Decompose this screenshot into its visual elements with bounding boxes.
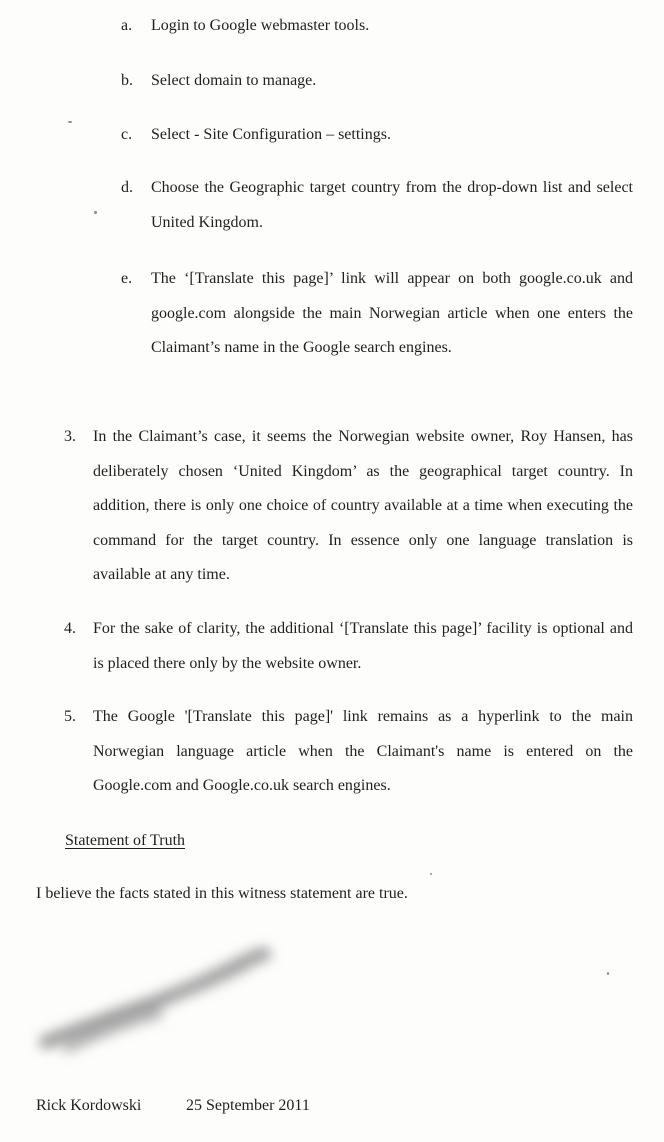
main-item-text-3: In the Claimant’s case, it seems the Norwegian website owner, Roy Hansen, has deliberately chosen ‘United Kingdom’ as the geographical target country. In addition, there is only one choice of country available at a time when executing the command for the target country. In essence only one language translation is available at any time. bbox=[93, 428, 633, 583]
scan-speck bbox=[607, 972, 609, 975]
main-item-text-5: The Google '[Translate this page]' link remains as a hyperlink to the main Norwegian language article when the Claimant's name is entered on the Google.com and Google.co.uk search engines. bbox=[93, 708, 633, 794]
sub-item-text-d: Choose the Geographic target country from the drop-down list and select United Kingdom. bbox=[151, 179, 633, 231]
sub-item-marker-e: e. bbox=[121, 270, 133, 287]
main-item-text-4: For the sake of clarity, the additional ‘[Translate this page]’ facility is optional and is placed there only by the website owner. bbox=[93, 620, 633, 672]
statement-heading: Statement of Truth bbox=[65, 832, 186, 849]
main-item-marker-5: 5. bbox=[64, 708, 76, 725]
sub-item-text-a: Login to Google webmaster tools. bbox=[151, 17, 370, 34]
sub-item-marker-a: a. bbox=[121, 17, 133, 34]
scan-speck bbox=[94, 211, 97, 214]
statement-text: I believe the facts stated in this witness statement are true. bbox=[36, 885, 408, 902]
scan-speck bbox=[430, 873, 432, 875]
sub-item-marker-c: c. bbox=[121, 126, 133, 143]
sub-item-text-c: Select - Site Configuration – settings. bbox=[151, 126, 391, 143]
sub-item-marker-b: b. bbox=[121, 72, 133, 89]
main-item-marker-4: 4. bbox=[64, 620, 76, 637]
signatory-date: 25 September 2011 bbox=[186, 1097, 310, 1114]
signature-image bbox=[28, 930, 288, 1070]
sub-item-text-b: Select domain to manage. bbox=[151, 72, 317, 89]
main-item-marker-3: 3. bbox=[64, 428, 76, 445]
sub-item-marker-d: d. bbox=[121, 179, 133, 196]
sub-item-text-e: The ‘[Translate this page]’ link will appear on both google.co.uk and google.com alongside the main Norwegian article when one enters the Claimant’s name in the Google search engines. bbox=[151, 270, 633, 356]
scan-speck bbox=[68, 121, 72, 123]
signatory-name: Rick Kordowski bbox=[36, 1097, 142, 1114]
